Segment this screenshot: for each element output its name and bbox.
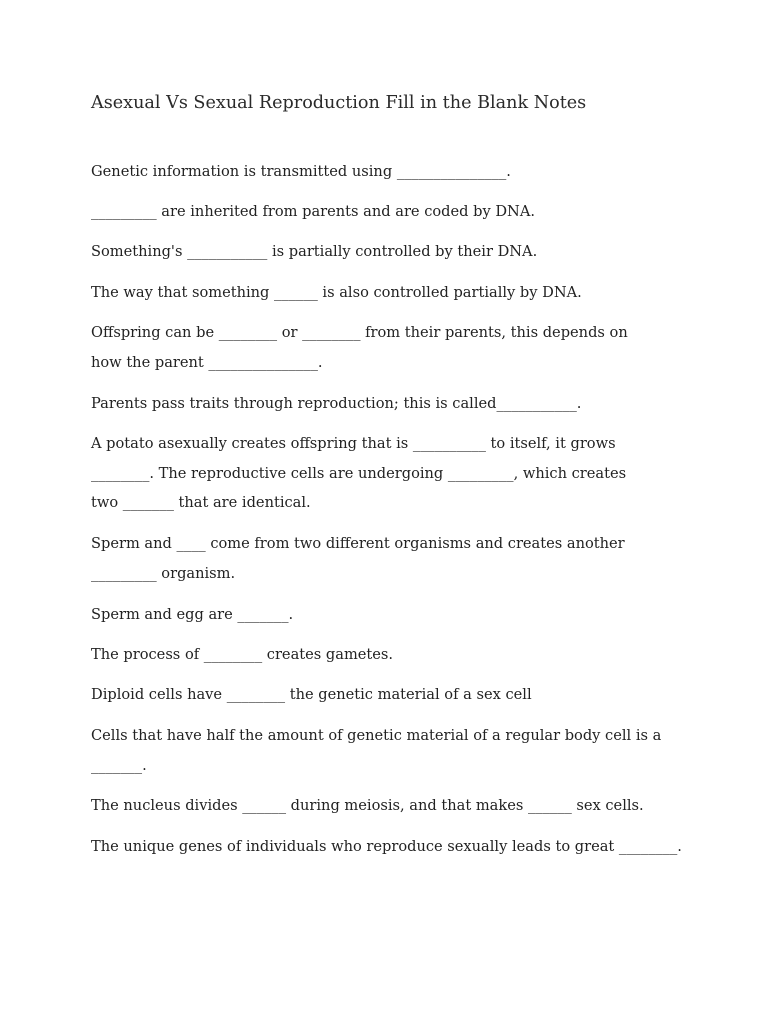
text-line: Sperm and egg are _______. <box>91 606 294 623</box>
text-line: _______. <box>91 757 147 774</box>
text-line: The nucleus divides ______ during meiosis, and that makes ______ sex cells. <box>91 797 644 814</box>
text-line: ________. The reproductive cells are undergoing _________, which creates <box>91 465 627 482</box>
text-line: _________ are inherited from parents and are coded by DNA. <box>91 203 536 220</box>
text-line: Something's ___________ is partially controlled by their DNA. <box>91 243 538 260</box>
text-line: The process of ________ creates gametes. <box>91 646 394 663</box>
text-line: The unique genes of individuals who reproduce sexually leads to great ________. <box>91 838 682 855</box>
text-line: how the parent _______________. <box>91 354 323 371</box>
text-line: Parents pass traits through reproduction; this is called___________. <box>91 395 582 412</box>
text-line: A potato asexually creates offspring that is __________ to itself, it grows <box>91 435 616 452</box>
text-line: Sperm and ____ come from two different organisms and creates another <box>91 535 625 552</box>
text-line: The way that something ______ is also controlled partially by DNA. <box>91 284 582 301</box>
page-title: Asexual Vs Sexual Reproduction Fill in the Blank Notes <box>91 93 587 113</box>
text-line: _________ organism. <box>91 565 236 582</box>
text-line: Genetic information is transmitted using _______________. <box>91 163 511 180</box>
text-line: Diploid cells have ________ the genetic material of a sex cell <box>91 686 532 703</box>
text-line: Cells that have half the amount of genetic material of a regular body cell is a <box>91 727 662 744</box>
text-line: two _______ that are identical. <box>91 494 311 511</box>
text-line: Offspring can be ________ or ________ from their parents, this depends on <box>91 324 628 341</box>
